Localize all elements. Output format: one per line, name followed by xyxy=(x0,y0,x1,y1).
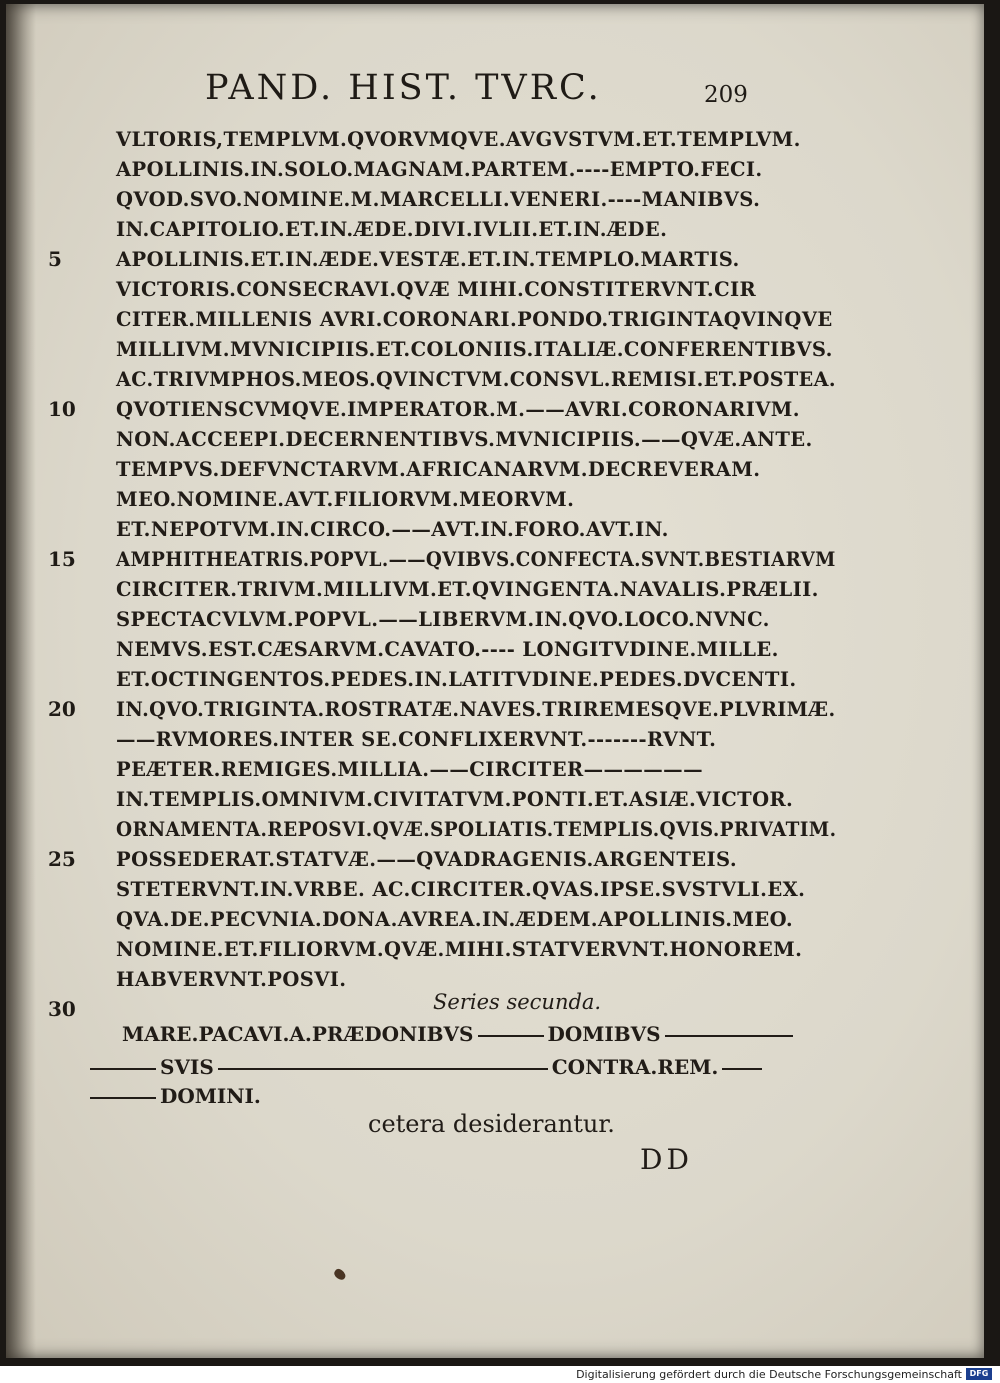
inscription-line: APOLLINIS.IN.SOLO.MAGNAM.PARTEM.----EMPTO.FECI. xyxy=(116,158,763,181)
inscription-line: SPECTACVLVM.POPVL.——LIBERVM.IN.QVO.LOCO.NVNC. xyxy=(116,608,770,631)
footer-credit: Digitalisierung gefördert durch die Deutsche Forschungsgemeinschaft xyxy=(576,1368,962,1381)
closing-note: cetera desiderantur. xyxy=(368,1110,615,1138)
series-text: CONTRA.REM. xyxy=(551,1055,719,1079)
inscription-line: QVOD.SVO.NOMINE.M.MARCELLI.VENERI.----MANIBVS. xyxy=(116,188,761,211)
dfg-logo-icon: DFG xyxy=(966,1368,992,1380)
lacuna-dash xyxy=(218,1068,548,1070)
page-number: 209 xyxy=(704,82,748,108)
inscription-line: POSSEDERAT.STATVÆ.——QVADRAGENIS.ARGENTEIS. xyxy=(116,848,738,871)
inscription-line: PEÆTER.REMIGES.MILLIA.——CIRCITER—————— xyxy=(116,758,703,781)
line-number: 10 xyxy=(48,397,76,421)
inscription-line: VICTORIS.CONSECRAVI.QVÆ MIHI.CONSTITERVNT.CIR xyxy=(116,278,757,301)
line-number: 20 xyxy=(48,697,76,721)
signature-mark: DD xyxy=(640,1143,693,1176)
series-text: SVIS xyxy=(160,1055,214,1079)
inscription-line: NOMINE.ET.FILIORVM.QVÆ.MIHI.STATVERVNT.HONOREM. xyxy=(116,938,803,961)
inscription-line: CIRCITER.TRIVM.MILLIVM.ET.QVINGENTA.NAVALIS.PRÆLII. xyxy=(116,578,819,601)
inscription-line: VLTORIS,TEMPLVM.QVORVMQVE.AVGVSTVM.ET.TEMPLVM. xyxy=(116,128,801,151)
inscription-line: IN.QVO.TRIGINTA.ROSTRATÆ.NAVES.TRIREMESQVE.PLVRIMÆ. xyxy=(116,698,836,721)
inscription-line: QVOTIENSCVMQVE.IMPERATOR.M.——AVRI.CORONARIVM. xyxy=(116,398,800,421)
page-gutter-shadow xyxy=(6,4,36,1358)
inscription-line: AMPHITHEATRIS.POPVL.——QVIBVS.CONFECTA.SVNT.BESTIARVM xyxy=(116,548,836,571)
inscription-line: AC.TRIVMPHOS.MEOS.QVINCTVM.CONSVL.REMISI.ET.POSTEA. xyxy=(116,368,836,391)
inscription-line: NEMVS.EST.CÆSARVM.CAVATO.---- LONGITVDINE.MILLE. xyxy=(116,638,779,661)
inscription-line: STETERVNT.IN.VRBE. AC.CIRCITER.QVAS.IPSE.SVSTVLI.EX. xyxy=(116,878,806,901)
series-line-1 xyxy=(122,1022,797,1046)
inscription-line: NON.ACCEEPI.DECERNENTIBVS.MVNICIPIIS.——QVÆ.ANTE. xyxy=(116,428,813,451)
inscription-line: ET.OCTINGENTOS.PEDES.IN.LATITVDINE.PEDES.DVCENTI. xyxy=(116,668,797,691)
lacuna-dash xyxy=(478,1035,544,1037)
line-number: 15 xyxy=(48,547,76,571)
lacuna-dash xyxy=(90,1097,156,1099)
lacuna-dash xyxy=(665,1035,793,1037)
inscription-line: IN.TEMPLIS.OMNIVM.CIVITATVM.PONTI.ET.ASIÆ.VICTOR. xyxy=(116,788,794,811)
inscription-line: QVA.DE.PECVNIA.DONA.AVREA.IN.ÆDEM.APOLLINIS.MEO. xyxy=(116,908,794,931)
line-number: 25 xyxy=(48,847,76,871)
running-head: PAND. HIST. TVRC. xyxy=(205,68,602,108)
inscription-line: HABVERVNT.POSVI. xyxy=(116,968,347,991)
inscription-line: ORNAMENTA.REPOSVI.QVÆ.SPOLIATIS.TEMPLIS.QVIS.PRIVATIM. xyxy=(116,818,837,841)
inscription-line: MILLIVM.MVNICIPIIS.ET.COLONIIS.ITALIÆ.CONFERENTIBVS. xyxy=(116,338,833,361)
inscription-line: IN.CAPITOLIO.ET.IN.ÆDE.DIVI.IVLII.ET.IN.ÆDE. xyxy=(116,218,668,241)
inscription-line: CITER.MILLENIS AVRI.CORONARI.PONDO.TRIGINTAQVINQVE xyxy=(116,308,833,331)
inscription-line: APOLLINIS.ET.IN.ÆDE.VESTÆ.ET.IN.TEMPLO.MARTIS. xyxy=(116,248,740,271)
series-line-2 xyxy=(86,1055,766,1079)
inscription-line: MEO.NOMINE.AVT.FILIORVM.MEORVM. xyxy=(116,488,575,511)
inscription-line: TEMPVS.DEFVNCTARVM.AFRICANARVM.DECREVERAM. xyxy=(116,458,761,481)
series-text: DOMINI. xyxy=(160,1084,261,1108)
lacuna-dash xyxy=(722,1068,762,1070)
lacuna-dash xyxy=(90,1068,156,1070)
line-number: 5 xyxy=(48,247,62,271)
series-line-3 xyxy=(86,1084,261,1108)
series-heading: Series secunda. xyxy=(433,990,602,1014)
series-text: MARE.PACAVI.A.PRÆDONIBVS xyxy=(122,1022,474,1046)
series-text: DOMIBVS xyxy=(547,1022,661,1046)
inscription-line: ——RVMORES.INTER SE.CONFLIXERVNT.-------RVNT. xyxy=(116,728,717,751)
inscription-line: ET.NEPOTVM.IN.CIRCO.——AVT.IN.FORO.AVT.IN. xyxy=(116,518,669,541)
line-number: 30 xyxy=(48,997,76,1021)
